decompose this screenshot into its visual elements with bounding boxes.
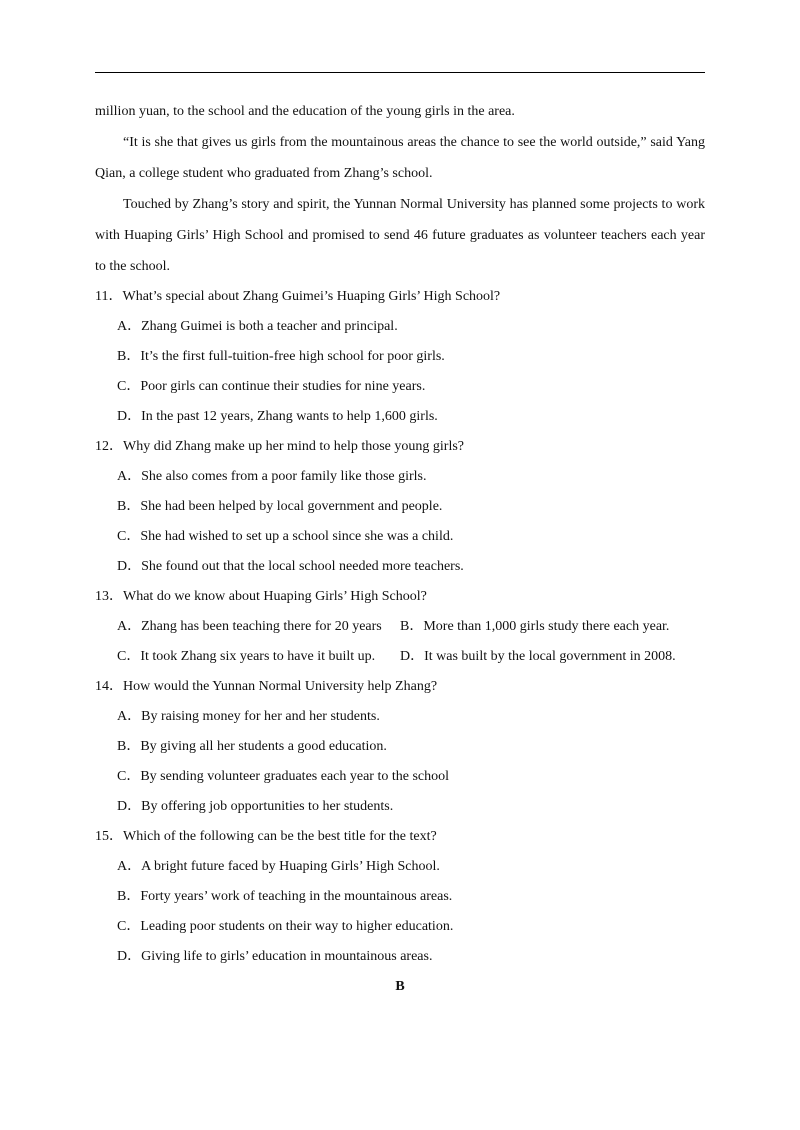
header-rule	[95, 72, 705, 73]
option-c[interactable]: C．It took Zhang six years to have it built up.	[117, 649, 376, 664]
question-stem: 13．What do we know about Huaping Girls’ High School?	[95, 589, 427, 604]
option-d[interactable]: D．It was built by the local government in 2008.	[400, 649, 676, 664]
question-stem: 14．How would the Yunnan Normal University help Zhang?	[95, 679, 438, 694]
passage-paragraph: Touched by Zhang’s story and spirit, the Yunnan Normal University has planned some projects to work with Huaping Girls’ High School and promised to send 46 future graduates as volunteer teachers each year to the school.	[95, 197, 705, 274]
option-b[interactable]: B．Forty years’ work of teaching in the mountainous areas.	[117, 889, 453, 904]
option-a[interactable]: A．Zhang Guimei is both a teacher and principal.	[117, 319, 398, 334]
option-c[interactable]: C．She had wished to set up a school since she was a child.	[117, 529, 454, 544]
option-b[interactable]: B．It’s the first full-tuition-free high school for poor girls.	[117, 349, 445, 364]
option-c[interactable]: C．Poor girls can continue their studies for nine years.	[117, 379, 426, 394]
passage-paragraph: “It is she that gives us girls from the mountainous areas the chance to see the world outside,” said Yang Qian, a college student who graduated from Zhang’s school.	[95, 135, 705, 181]
option-a[interactable]: A．A bright future faced by Huaping Girls’ High School.	[117, 859, 440, 874]
question-14	[95, 672, 705, 822]
question-stem: 15．Which of the following can be the best title for the text?	[95, 829, 437, 844]
option-b[interactable]: B．By giving all her students a good education.	[117, 739, 387, 754]
option-c[interactable]: C．By sending volunteer graduates each year to the school	[117, 769, 450, 784]
question-13	[95, 582, 705, 672]
question-12	[95, 432, 705, 582]
option-row	[95, 612, 705, 642]
option-a[interactable]: A．By raising money for her and her students.	[117, 709, 380, 724]
option-d[interactable]: D．Giving life to girls’ education in mountainous areas.	[117, 949, 433, 964]
section-heading: B	[395, 979, 405, 994]
question-11	[95, 282, 705, 432]
question-15	[95, 822, 705, 972]
document-body	[95, 96, 705, 1002]
option-b[interactable]: B．More than 1,000 girls study there each year.	[400, 619, 670, 634]
option-d[interactable]: D．She found out that the local school needed more teachers.	[117, 559, 464, 574]
option-b[interactable]: B．She had been helped by local government and people.	[117, 499, 443, 514]
option-a[interactable]: A．Zhang has been teaching there for 20 years	[117, 619, 382, 634]
passage-paragraph: million yuan, to the school and the education of the young girls in the area.	[95, 104, 515, 119]
option-row	[95, 642, 705, 672]
option-c[interactable]: C．Leading poor students on their way to higher education.	[117, 919, 454, 934]
option-a[interactable]: A．She also comes from a poor family like those girls.	[117, 469, 427, 484]
question-stem: 12．Why did Zhang make up her mind to help those young girls?	[95, 439, 464, 454]
option-d[interactable]: D．In the past 12 years, Zhang wants to help 1,600 girls.	[117, 409, 438, 424]
option-d[interactable]: D．By offering job opportunities to her students.	[117, 799, 394, 814]
question-stem: 11．What’s special about Zhang Guimei’s Huaping Girls’ High School?	[95, 289, 501, 304]
